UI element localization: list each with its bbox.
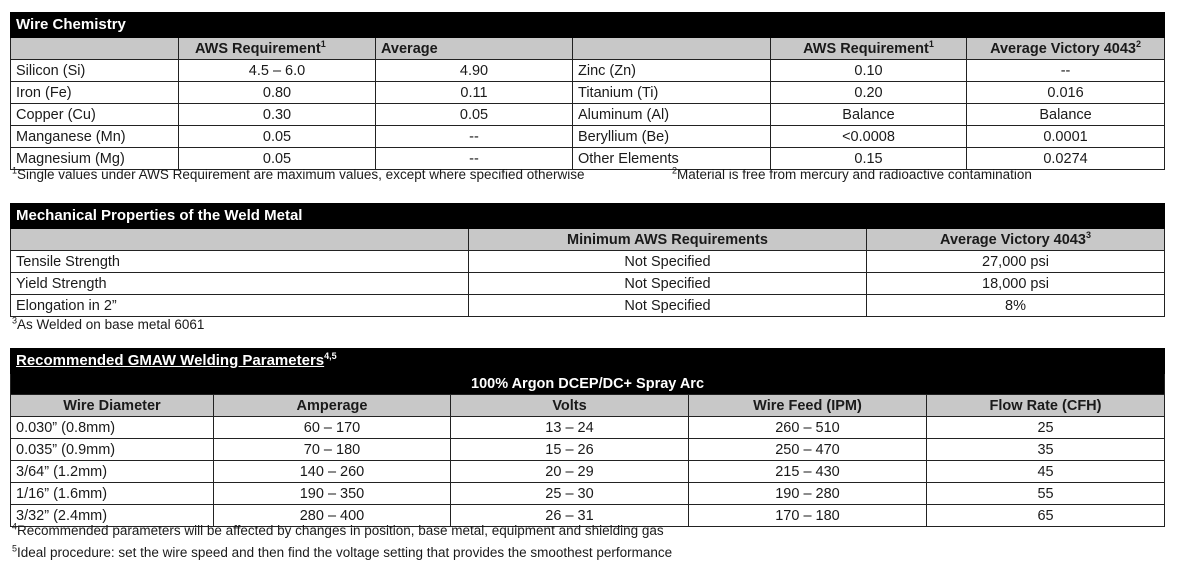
header-average: Average [376, 38, 573, 60]
minimum-value: Not Specified [469, 273, 867, 295]
wire-feed: 260 – 510 [689, 417, 927, 439]
element-name-2: Other Elements [573, 148, 771, 170]
amperage: 140 – 260 [214, 461, 451, 483]
element-name-2: Zinc (Zn) [573, 60, 771, 82]
table-row [11, 104, 1165, 126]
property-name: Tensile Strength [11, 251, 469, 273]
table-row [11, 60, 1165, 82]
element-name: Iron (Fe) [11, 82, 179, 104]
property-name: Yield Strength [11, 273, 469, 295]
header-aws-requirement-2: AWS Requirement$^1$ [771, 38, 967, 60]
average-value: 4.90 [376, 60, 573, 82]
table-row [11, 483, 1165, 505]
mechanical-header-row [11, 229, 1165, 251]
element-name: Silicon (Si) [11, 60, 179, 82]
aws-value-2: Balance [771, 104, 967, 126]
gmaw-header-row [11, 395, 1165, 417]
average-value: 27,000 psi [867, 251, 1165, 273]
flow-rate: 65 [927, 505, 1165, 527]
average-value: 0.05 [376, 104, 573, 126]
element-name: Manganese (Mn) [11, 126, 179, 148]
average-value-2: 0.016 [967, 82, 1165, 104]
header-average-victory: Average Victory 4043$^3$ [867, 229, 1165, 251]
average-value: 0.11 [376, 82, 573, 104]
table-row [11, 417, 1165, 439]
wire-chemistry-header-row [11, 38, 1165, 60]
aws-value: 4.5 – 6.0 [179, 60, 376, 82]
volts: 25 – 30 [451, 483, 689, 505]
minimum-value: Not Specified [469, 251, 867, 273]
volts: 26 – 31 [451, 505, 689, 527]
average-value-2: -- [967, 60, 1165, 82]
element-name-2: Titanium (Ti) [573, 82, 771, 104]
header-amperage: Amperage [214, 395, 451, 417]
average-value-2: 0.0274 [967, 148, 1165, 170]
mechanical-properties-table [10, 203, 1165, 317]
volts: 20 – 29 [451, 461, 689, 483]
wire-chemistry-title-bar [11, 13, 1165, 38]
gmaw-title-bar [11, 349, 1165, 374]
amperage: 70 – 180 [214, 439, 451, 461]
average-value-2: 0.0001 [967, 126, 1165, 148]
volts: 15 – 26 [451, 439, 689, 461]
amperage: 280 – 400 [214, 505, 451, 527]
wire-diameter: 1/16” (1.6mm) [11, 483, 214, 505]
gmaw-subtitle: 100% Argon DCEP/DC+ Spray Arc [11, 374, 1165, 395]
element-name-2: Aluminum (Al) [573, 104, 771, 126]
header-aws-requirement: AWS Requirement$^1$ [179, 38, 376, 60]
table-row [11, 251, 1165, 273]
aws-value: 0.05 [179, 126, 376, 148]
header-minimum-aws: Minimum AWS Requirements [469, 229, 867, 251]
table-row [11, 461, 1165, 483]
table-row [11, 126, 1165, 148]
volts: 13 – 24 [451, 417, 689, 439]
wire-diameter: 3/32” (2.4mm) [11, 505, 214, 527]
aws-value-2: <0.0008 [771, 126, 967, 148]
footnote-5: $^5$Ideal procedure: set the wire speed and then find the voltage setting that provides the smoothest performance [12, 543, 673, 560]
element-name-2: Beryllium (Be) [573, 126, 771, 148]
footnote-1: $^1$Single values under AWS Requirement are maximum values, except where specified otherwise [12, 165, 585, 182]
mechanical-title: Mechanical Properties of the Weld Metal [11, 204, 1165, 229]
wire-feed: 215 – 430 [689, 461, 927, 483]
average-value: -- [376, 148, 573, 170]
element-name: Copper (Cu) [11, 104, 179, 126]
wire-chemistry-table [10, 12, 1165, 170]
flow-rate: 45 [927, 461, 1165, 483]
gmaw-parameters-table [10, 348, 1165, 527]
wire-diameter: 3/64” (1.2mm) [11, 461, 214, 483]
flow-rate: 25 [927, 417, 1165, 439]
minimum-value: Not Specified [469, 295, 867, 317]
header-blank [11, 229, 469, 251]
average-value: 8% [867, 295, 1165, 317]
aws-value-2: 0.20 [771, 82, 967, 104]
footnote-3: $^3$As Welded on base metal 6061 [12, 315, 205, 332]
average-value-2: Balance [967, 104, 1165, 126]
header-average-victory: Average Victory 4043$^2$ [967, 38, 1165, 60]
header-wire-feed: Wire Feed (IPM) [689, 395, 927, 417]
gmaw-title: Recommended GMAW Welding Parameters$^{4,5}$ [11, 349, 1165, 374]
aws-value-2: 0.10 [771, 60, 967, 82]
aws-value: 0.80 [179, 82, 376, 104]
wire-diameter: 0.035” (0.9mm) [11, 439, 214, 461]
header-wire-diameter: Wire Diameter [11, 395, 214, 417]
amperage: 190 – 350 [214, 483, 451, 505]
average-value: 18,000 psi [867, 273, 1165, 295]
property-name: Elongation in 2” [11, 295, 469, 317]
element-name: Magnesium (Mg) [11, 148, 179, 170]
mechanical-title-bar [11, 204, 1165, 229]
aws-value: 0.30 [179, 104, 376, 126]
flow-rate: 55 [927, 483, 1165, 505]
aws-value: 0.05 [179, 148, 376, 170]
header-blank-2 [573, 38, 771, 60]
flow-rate: 35 [927, 439, 1165, 461]
wire-feed: 170 – 180 [689, 505, 927, 527]
table-row [11, 82, 1165, 104]
wire-diameter: 0.030” (0.8mm) [11, 417, 214, 439]
wire-chemistry-title: Wire Chemistry [11, 13, 1165, 38]
average-value: -- [376, 126, 573, 148]
wire-feed: 190 – 280 [689, 483, 927, 505]
header-blank [11, 38, 179, 60]
table-row [11, 273, 1165, 295]
gmaw-subtitle-bar [11, 374, 1165, 395]
table-row [11, 295, 1165, 317]
footnote-2: $^2$Material is free from mercury and radioactive contamination [672, 165, 1032, 182]
amperage: 60 – 170 [214, 417, 451, 439]
table-row [11, 439, 1165, 461]
header-volts: Volts [451, 395, 689, 417]
header-flow-rate: Flow Rate (CFH) [927, 395, 1165, 417]
aws-value-2: 0.15 [771, 148, 967, 170]
wire-feed: 250 – 470 [689, 439, 927, 461]
footnote-4: $^4$Recommended parameters will be affected by changes in position, base metal, equipment and shielding gas [12, 521, 664, 538]
